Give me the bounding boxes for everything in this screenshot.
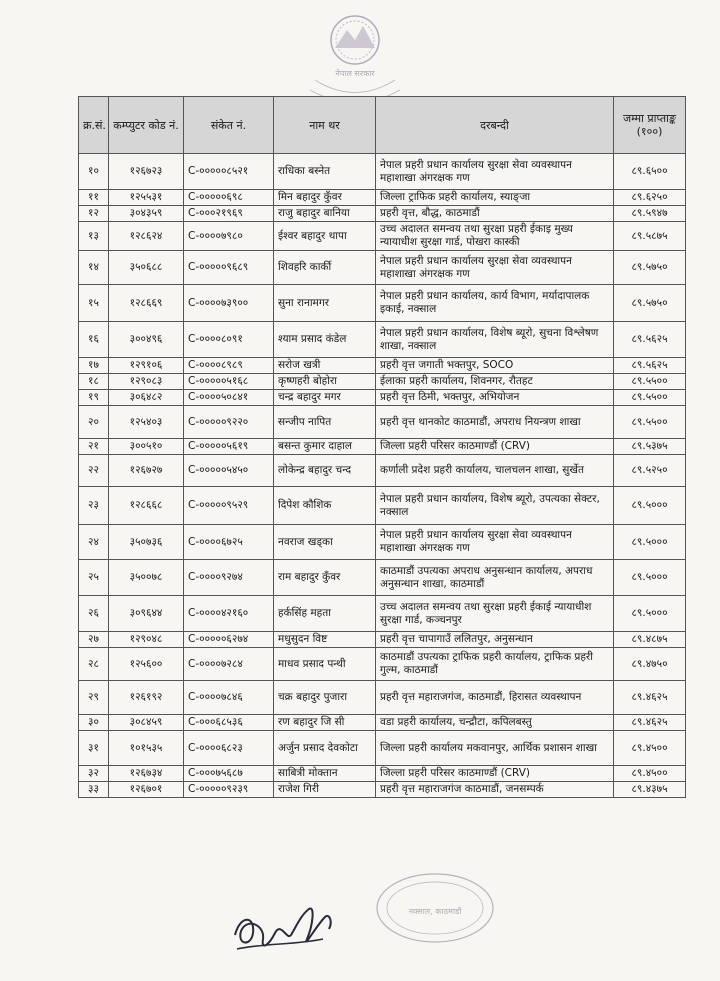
name-cell: सुना रानामगर [274, 285, 376, 322]
computer-code-cell: ३०८४५९ [109, 715, 184, 731]
serial-cell: १९ [79, 390, 109, 406]
serial-cell: २० [79, 406, 109, 439]
symbol-number-cell: C-००००७३९०० [184, 285, 274, 322]
post-cell: नेपाल प्रहरी प्रधान कार्यालय, कार्य विभाग, मर्यादापालक इकाई, नक्साल [376, 285, 614, 322]
name-cell: लोकेन्द्र बहादुर चन्द [274, 455, 376, 487]
serial-cell: २४ [79, 525, 109, 560]
symbol-number-cell: C-००००७८४६ [184, 681, 274, 715]
post-cell: जिल्ला प्रहरी परिसर काठमाण्डौं (CRV) [376, 766, 614, 782]
marks-cell: ८९.४५०० [614, 766, 686, 782]
post-cell: काठमाडौं उपत्यका ट्राफिक प्रहरी कार्यालय, ट्राफिक प्रहरी गुल्म, काठमाडौं [376, 648, 614, 681]
header-symbol-number: संकेत नं. [184, 97, 274, 154]
marks-cell: ८९.६२५० [614, 190, 686, 206]
name-cell: श्याम प्रसाद कंडेल [274, 322, 376, 358]
serial-cell: १४ [79, 251, 109, 285]
table-row [79, 648, 686, 681]
symbol-number-cell: C-०००००५६१९ [184, 439, 274, 455]
table-row [79, 285, 686, 322]
serial-cell: २५ [79, 560, 109, 596]
symbol-number-cell: C-०००००५१६८ [184, 374, 274, 390]
computer-code-cell: १२८६६८ [109, 487, 184, 525]
name-cell: सन्जीप नापित [274, 406, 376, 439]
post-cell: उच्च अदालत समन्वय तथा सुरक्षा प्रहरी ईकाई न्यायाधीश सुरक्षा गार्ड, कञ्चनपुर [376, 596, 614, 632]
marks-cell: ८९.५३७५ [614, 439, 686, 455]
symbol-number-cell: C-०००६८५३६ [184, 715, 274, 731]
symbol-number-cell: C-००००६८२३ [184, 731, 274, 766]
table-row [79, 715, 686, 731]
seal-emblem-top [295, 10, 415, 110]
symbol-number-cell: C-०००००६९८ [184, 190, 274, 206]
serial-cell: १२ [79, 206, 109, 222]
table-row [79, 222, 686, 251]
table-row [79, 358, 686, 374]
marks-cell: ८९.५६२५ [614, 322, 686, 358]
name-cell: मधुसुदन विष्ट [274, 632, 376, 648]
computer-code-cell: १२९१०६ [109, 358, 184, 374]
post-cell: जिल्ला ट्राफिक प्रहरी कार्यालय, स्याङ्जा [376, 190, 614, 206]
table-row [79, 731, 686, 766]
table-row [79, 406, 686, 439]
post-cell: जिल्ला प्रहरी परिसर काठमाण्डौं (CRV) [376, 439, 614, 455]
post-cell: प्रहरी वृत्त जगाती भक्तपुर, SOCO [376, 358, 614, 374]
serial-cell: २८ [79, 648, 109, 681]
post-cell: उच्च अदालत समन्वय तथा सुरक्षा प्रहरी ईकाइ मुख्य न्यायाधीश सुरक्षा गार्ड, पोखरा कास्की [376, 222, 614, 251]
computer-code-cell: १२८६२४ [109, 222, 184, 251]
name-cell: अर्जुन प्रसाद देवकोटा [274, 731, 376, 766]
marks-cell: ८९.४७५० [614, 648, 686, 681]
serial-cell: १५ [79, 285, 109, 322]
table-row [79, 251, 686, 285]
computer-code-cell: १२५६०० [109, 648, 184, 681]
computer-code-cell: ३०४३५९ [109, 206, 184, 222]
marks-cell: ८९.५६२५ [614, 358, 686, 374]
name-cell: शिवहरि कार्की [274, 251, 376, 285]
post-cell: नेपाल प्रहरी प्रधान कार्यालय सुरक्षा सेवा व्यवस्थापन महाशाखा अंगरक्षक गण [376, 251, 614, 285]
svg-text:नक्साल, काठमाडौं: नक्साल, काठमाडौं [408, 907, 462, 916]
name-cell: साबित्री मोक्तान [274, 766, 376, 782]
marks-cell: ८९.५५०० [614, 374, 686, 390]
serial-cell: २६ [79, 596, 109, 632]
table-row [79, 681, 686, 715]
computer-code-cell: १२९०४८ [109, 632, 184, 648]
computer-code-cell: ३५०७३६ [109, 525, 184, 560]
post-cell: नेपाल प्रहरी प्रधान कार्यालय, विशेष ब्यूरो, उपत्यका सेक्टर, नक्साल [376, 487, 614, 525]
serial-cell: २९ [79, 681, 109, 715]
computer-code-cell: १२६७०१ [109, 782, 184, 798]
symbol-number-cell: C-०००००९२३९ [184, 782, 274, 798]
serial-cell: ३० [79, 715, 109, 731]
symbol-number-cell: C-०००००५४५० [184, 455, 274, 487]
marks-cell: ८९.४६२५ [614, 715, 686, 731]
table-row [79, 206, 686, 222]
post-cell: प्रहरी वृत्त महाराजगंज, काठमाडौं, हिरासत व्यवस्थापन [376, 681, 614, 715]
name-cell: बसन्त कुमार दाहाल [274, 439, 376, 455]
symbol-number-cell: C-००००४२१६० [184, 596, 274, 632]
serial-cell: २७ [79, 632, 109, 648]
serial-cell: १० [79, 154, 109, 190]
serial-cell: २१ [79, 439, 109, 455]
symbol-number-cell: C-००००७९८० [184, 222, 274, 251]
post-cell: वडा प्रहरी कार्यालय, चन्द्रौटा, कपिलबस्तु [376, 715, 614, 731]
table-row [79, 487, 686, 525]
svg-text:नेपाल सरकार: नेपाल सरकार [335, 69, 375, 78]
symbol-number-cell: C-०००२१९६९ [184, 206, 274, 222]
table-header-row [79, 97, 686, 154]
computer-code-cell: १२६७२३ [109, 154, 184, 190]
post-cell: काठमाडौं उपत्यका अपराध अनुसन्धान कार्यालय, अपराध अनुसन्धान शाखा, काठमाडौं [376, 560, 614, 596]
table-row [79, 455, 686, 487]
symbol-number-cell: C-०००००९२२० [184, 406, 274, 439]
symbol-number-cell: C-०००००९५२९ [184, 487, 274, 525]
symbol-number-cell: C-००००५०८४१ [184, 390, 274, 406]
post-cell: ईलाका प्रहरी कार्यालय, शिवनगर, रौतहट [376, 374, 614, 390]
computer-code-cell: ३००५१० [109, 439, 184, 455]
computer-code-cell: १२५५३१ [109, 190, 184, 206]
symbol-number-cell: C-०००७५६८७ [184, 766, 274, 782]
marks-cell: ८९.५००० [614, 560, 686, 596]
table-row [79, 190, 686, 206]
computer-code-cell: ३००४९६ [109, 322, 184, 358]
serial-cell: २२ [79, 455, 109, 487]
header-serial: क्र.सं. [79, 97, 109, 154]
marks-cell: ८९.५७५० [614, 251, 686, 285]
serial-cell: १८ [79, 374, 109, 390]
post-cell: कर्णाली प्रदेश प्रहरी कार्यालय, चालचलन शाखा, सुर्खेत [376, 455, 614, 487]
name-cell: ईश्वर बहादुर थापा [274, 222, 376, 251]
table-row [79, 525, 686, 560]
marks-cell: ८९.५७५० [614, 285, 686, 322]
marks-cell: ८९.५२५० [614, 455, 686, 487]
header-total-marks: जम्मा प्राप्ताङ्क (१००) [614, 97, 686, 154]
table-row [79, 154, 686, 190]
computer-code-cell: १२६१९२ [109, 681, 184, 715]
post-cell: नेपाल प्रहरी प्रधान कार्यालय सुरक्षा सेवा व्यवस्थापन महाशाखा अंगरक्षक गण [376, 154, 614, 190]
computer-code-cell: १०१५३५ [109, 731, 184, 766]
table-row [79, 782, 686, 798]
computer-code-cell: १२९०८३ [109, 374, 184, 390]
symbol-number-cell: C-००००८०९१ [184, 322, 274, 358]
name-cell: राजेश गिरी [274, 782, 376, 798]
marks-cell: ८९.५००० [614, 596, 686, 632]
name-cell: हर्कसिंह महता [274, 596, 376, 632]
computer-code-cell: ३५००७८ [109, 560, 184, 596]
symbol-number-cell: C-००००९२७४ [184, 560, 274, 596]
post-cell: नेपाल प्रहरी प्रधान कार्यालय, विशेष ब्यूरो, सुचना विश्लेषण शाखा, नक्साल [376, 322, 614, 358]
computer-code-cell: १२६७३४ [109, 766, 184, 782]
serial-cell: १६ [79, 322, 109, 358]
computer-code-cell: १२८६६९ [109, 285, 184, 322]
marks-cell: ८९.५८७५ [614, 222, 686, 251]
name-cell: राधिका बस्नेत [274, 154, 376, 190]
serial-cell: १७ [79, 358, 109, 374]
header-post: दरबन्दी [376, 97, 614, 154]
name-cell: रण बहादुर जि सी [274, 715, 376, 731]
result-table [78, 96, 686, 798]
name-cell: मिन बहादुर कुँवर [274, 190, 376, 206]
post-cell: प्रहरी वृत्त ठिमी, भक्तपुर, अभियोजन [376, 390, 614, 406]
table-row [79, 322, 686, 358]
name-cell: राजु बहादुर बानिया [274, 206, 376, 222]
serial-cell: २३ [79, 487, 109, 525]
table-row [79, 374, 686, 390]
name-cell: चन्द्र बहादुर मगर [274, 390, 376, 406]
computer-code-cell: ३५०६८८ [109, 251, 184, 285]
post-cell: जिल्ला प्रहरी कार्यालय मकवानपुर, आर्थिक प्रशासन शाखा [376, 731, 614, 766]
table-row [79, 766, 686, 782]
computer-code-cell: १२६७२७ [109, 455, 184, 487]
serial-cell: ३१ [79, 731, 109, 766]
signature [225, 895, 345, 965]
header-computer-code: कम्प्युटर कोड नं. [109, 97, 184, 154]
serial-cell: ३३ [79, 782, 109, 798]
computer-code-cell: ३०९६४४ [109, 596, 184, 632]
table-row [79, 390, 686, 406]
marks-cell: ८९.५५०० [614, 406, 686, 439]
post-cell: प्रहरी वृत्त चापागाउँ ललितपुर, अनुसन्धान [376, 632, 614, 648]
name-cell: दिपेश कौशिक [274, 487, 376, 525]
post-cell: नेपाल प्रहरी प्रधान कार्यालय सुरक्षा सेवा व्यवस्थापन महाशाखा अंगरक्षक गण [376, 525, 614, 560]
marks-cell: ८९.४८७५ [614, 632, 686, 648]
symbol-number-cell: C-००००७२८४ [184, 648, 274, 681]
serial-cell: १३ [79, 222, 109, 251]
marks-cell: ८९.४३७५ [614, 782, 686, 798]
marks-cell: ८९.५००० [614, 525, 686, 560]
symbol-number-cell: C-००००६७२५ [184, 525, 274, 560]
header-name: नाम थर [274, 97, 376, 154]
computer-code-cell: ३०६४८२ [109, 390, 184, 406]
symbol-number-cell: C-०००००६२७४ [184, 632, 274, 648]
serial-cell: ३२ [79, 766, 109, 782]
computer-code-cell: १२५४०३ [109, 406, 184, 439]
name-cell: चक्र बहादुर पुजारा [274, 681, 376, 715]
table-row [79, 439, 686, 455]
marks-cell: ८९.४६२५ [614, 681, 686, 715]
name-cell: कृष्णहरी बोहोरा [274, 374, 376, 390]
post-cell: प्रहरी वृत्त महाराजगंज काठमाडौं, जनसम्पर्क [376, 782, 614, 798]
marks-cell: ८९.५५०० [614, 390, 686, 406]
post-cell: प्रहरी वृत्त थानकोट काठमाडौं, अपराध नियन्त्रण शाखा [376, 406, 614, 439]
symbol-number-cell: C-०००००८५२१ [184, 154, 274, 190]
symbol-number-cell: C-०००००९६८९ [184, 251, 274, 285]
marks-cell: ८९.४५०० [614, 731, 686, 766]
seal-stamp-bottom [370, 868, 500, 958]
serial-cell: ११ [79, 190, 109, 206]
table-row [79, 632, 686, 648]
name-cell: माधव प्रसाद पन्थी [274, 648, 376, 681]
table-body [79, 154, 686, 798]
marks-cell: ८९.६५०० [614, 154, 686, 190]
name-cell: सरोज खत्री [274, 358, 376, 374]
marks-cell: ८९.५००० [614, 487, 686, 525]
table-row [79, 560, 686, 596]
table-row [79, 596, 686, 632]
name-cell: नवराज खड्का [274, 525, 376, 560]
name-cell: राम बहादुर कुँवर [274, 560, 376, 596]
symbol-number-cell: C-००००८९८९ [184, 358, 274, 374]
post-cell: प्रहरी वृत्त, बौद्ध, काठमाडौं [376, 206, 614, 222]
marks-cell: ८९.५९४७ [614, 206, 686, 222]
